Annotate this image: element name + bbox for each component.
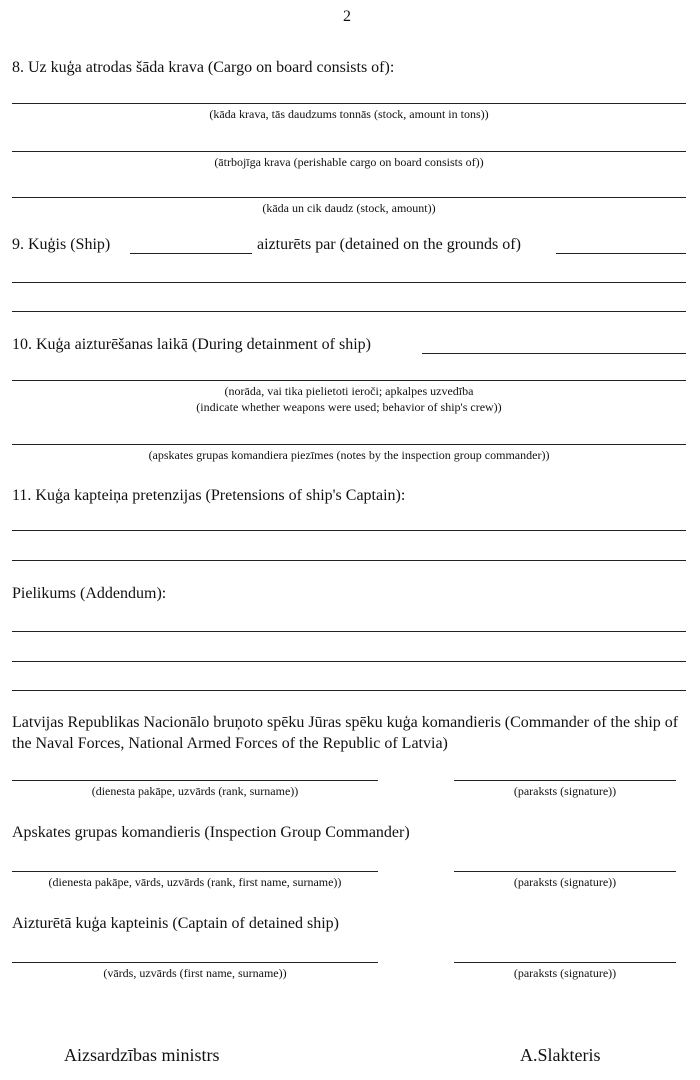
pretensions-line-2[interactable] [12, 560, 686, 561]
detention-grounds-line[interactable] [556, 253, 686, 254]
cargo-amount-caption: (kāda un cik daudz (stock, amount)) [262, 201, 436, 215]
inspection-commander-signature-line[interactable] [454, 871, 676, 872]
minister-name: A.Slakteris [520, 1045, 601, 1065]
section-9-detained-label: aizturēts par (detained on the grounds of) [257, 236, 521, 253]
weapons-caption-line-1: (norāda, vai tika pielietoti ieroči; apkalpes uzvedība [224, 384, 474, 398]
inspection-commander-title: Apskates grupas komandieris (Inspection Group Commander) [12, 824, 410, 841]
addendum-line-2[interactable] [12, 661, 686, 662]
captain-name-caption: (vārds, uzvārds (first name, surname)) [103, 966, 287, 980]
section-11-label: 11. Kuģa kapteiņa pretenzijas (Pretensions of ship's Captain): [12, 487, 406, 504]
inspection-commander-rank-line[interactable] [12, 871, 378, 872]
pretensions-line-1[interactable] [12, 530, 686, 531]
detainment-line[interactable] [422, 353, 686, 354]
naval-commander-signature-caption: (paraksts (signature)) [513, 784, 617, 798]
naval-commander-rank-line[interactable] [12, 780, 378, 781]
commander-notes-line[interactable] [12, 444, 686, 445]
perishable-cargo-caption: (ātrbojīga krava (perishable cargo on board consists of)) [214, 155, 484, 169]
cargo-stock-caption: (kāda krava, tās daudzums tonnās (stock, amount in tons)) [209, 107, 489, 121]
detention-grounds-line-3[interactable] [12, 311, 686, 312]
section-10-label: 10. Kuģa aizturēšanas laikā (During detainment of ship) [12, 336, 371, 353]
captain-signature-caption: (paraksts (signature)) [513, 966, 617, 980]
weapons-caption-line-2: (indicate whether weapons were used; behavior of ship's crew)) [196, 400, 502, 414]
captain-name-line[interactable] [12, 962, 378, 963]
detention-grounds-line-2[interactable] [12, 282, 686, 283]
section-9-ship-label: 9. Kuģis (Ship) [12, 236, 111, 253]
cargo-stock-line[interactable] [12, 103, 686, 104]
addendum-line-3[interactable] [12, 690, 686, 691]
minister-title: Aizsardzības ministrs [64, 1045, 220, 1065]
inspection-commander-signature-caption: (paraksts (signature)) [513, 875, 617, 889]
captain-title: Aizturētā kuģa kapteinis (Captain of detained ship) [12, 915, 340, 932]
ship-name-line[interactable] [130, 253, 252, 254]
commander-notes-caption: (apskates grupas komandiera piezīmes (notes by the inspection group commander)) [148, 448, 550, 462]
addendum-line-1[interactable] [12, 631, 686, 632]
captain-signature-line[interactable] [454, 962, 676, 963]
perishable-cargo-line[interactable] [12, 151, 686, 152]
detainment-line-2[interactable] [12, 380, 686, 381]
naval-commander-signature-line[interactable] [454, 780, 676, 781]
section-8-heading: 8. Uz kuģa atrodas šāda krava (Cargo on board consists of): [12, 59, 395, 76]
naval-commander-rank-caption: (dienesta pakāpe, uzvārds (rank, surname)) [91, 784, 299, 798]
naval-commander-title: Latvijas Republikas Nacionālo bruņoto spēku Jūras spēku kuģa komandieris (Commander of the ship of the Naval Forces, National Armed Forces of the Republic of Latvia) [12, 714, 679, 752]
cargo-amount-line[interactable] [12, 197, 686, 198]
inspection-commander-rank-caption: (dienesta pakāpe, vārds, uzvārds (rank, first name, surname)) [48, 875, 342, 889]
page-number: 2 [343, 8, 351, 25]
addendum-label: Pielikums (Addendum): [12, 585, 167, 602]
